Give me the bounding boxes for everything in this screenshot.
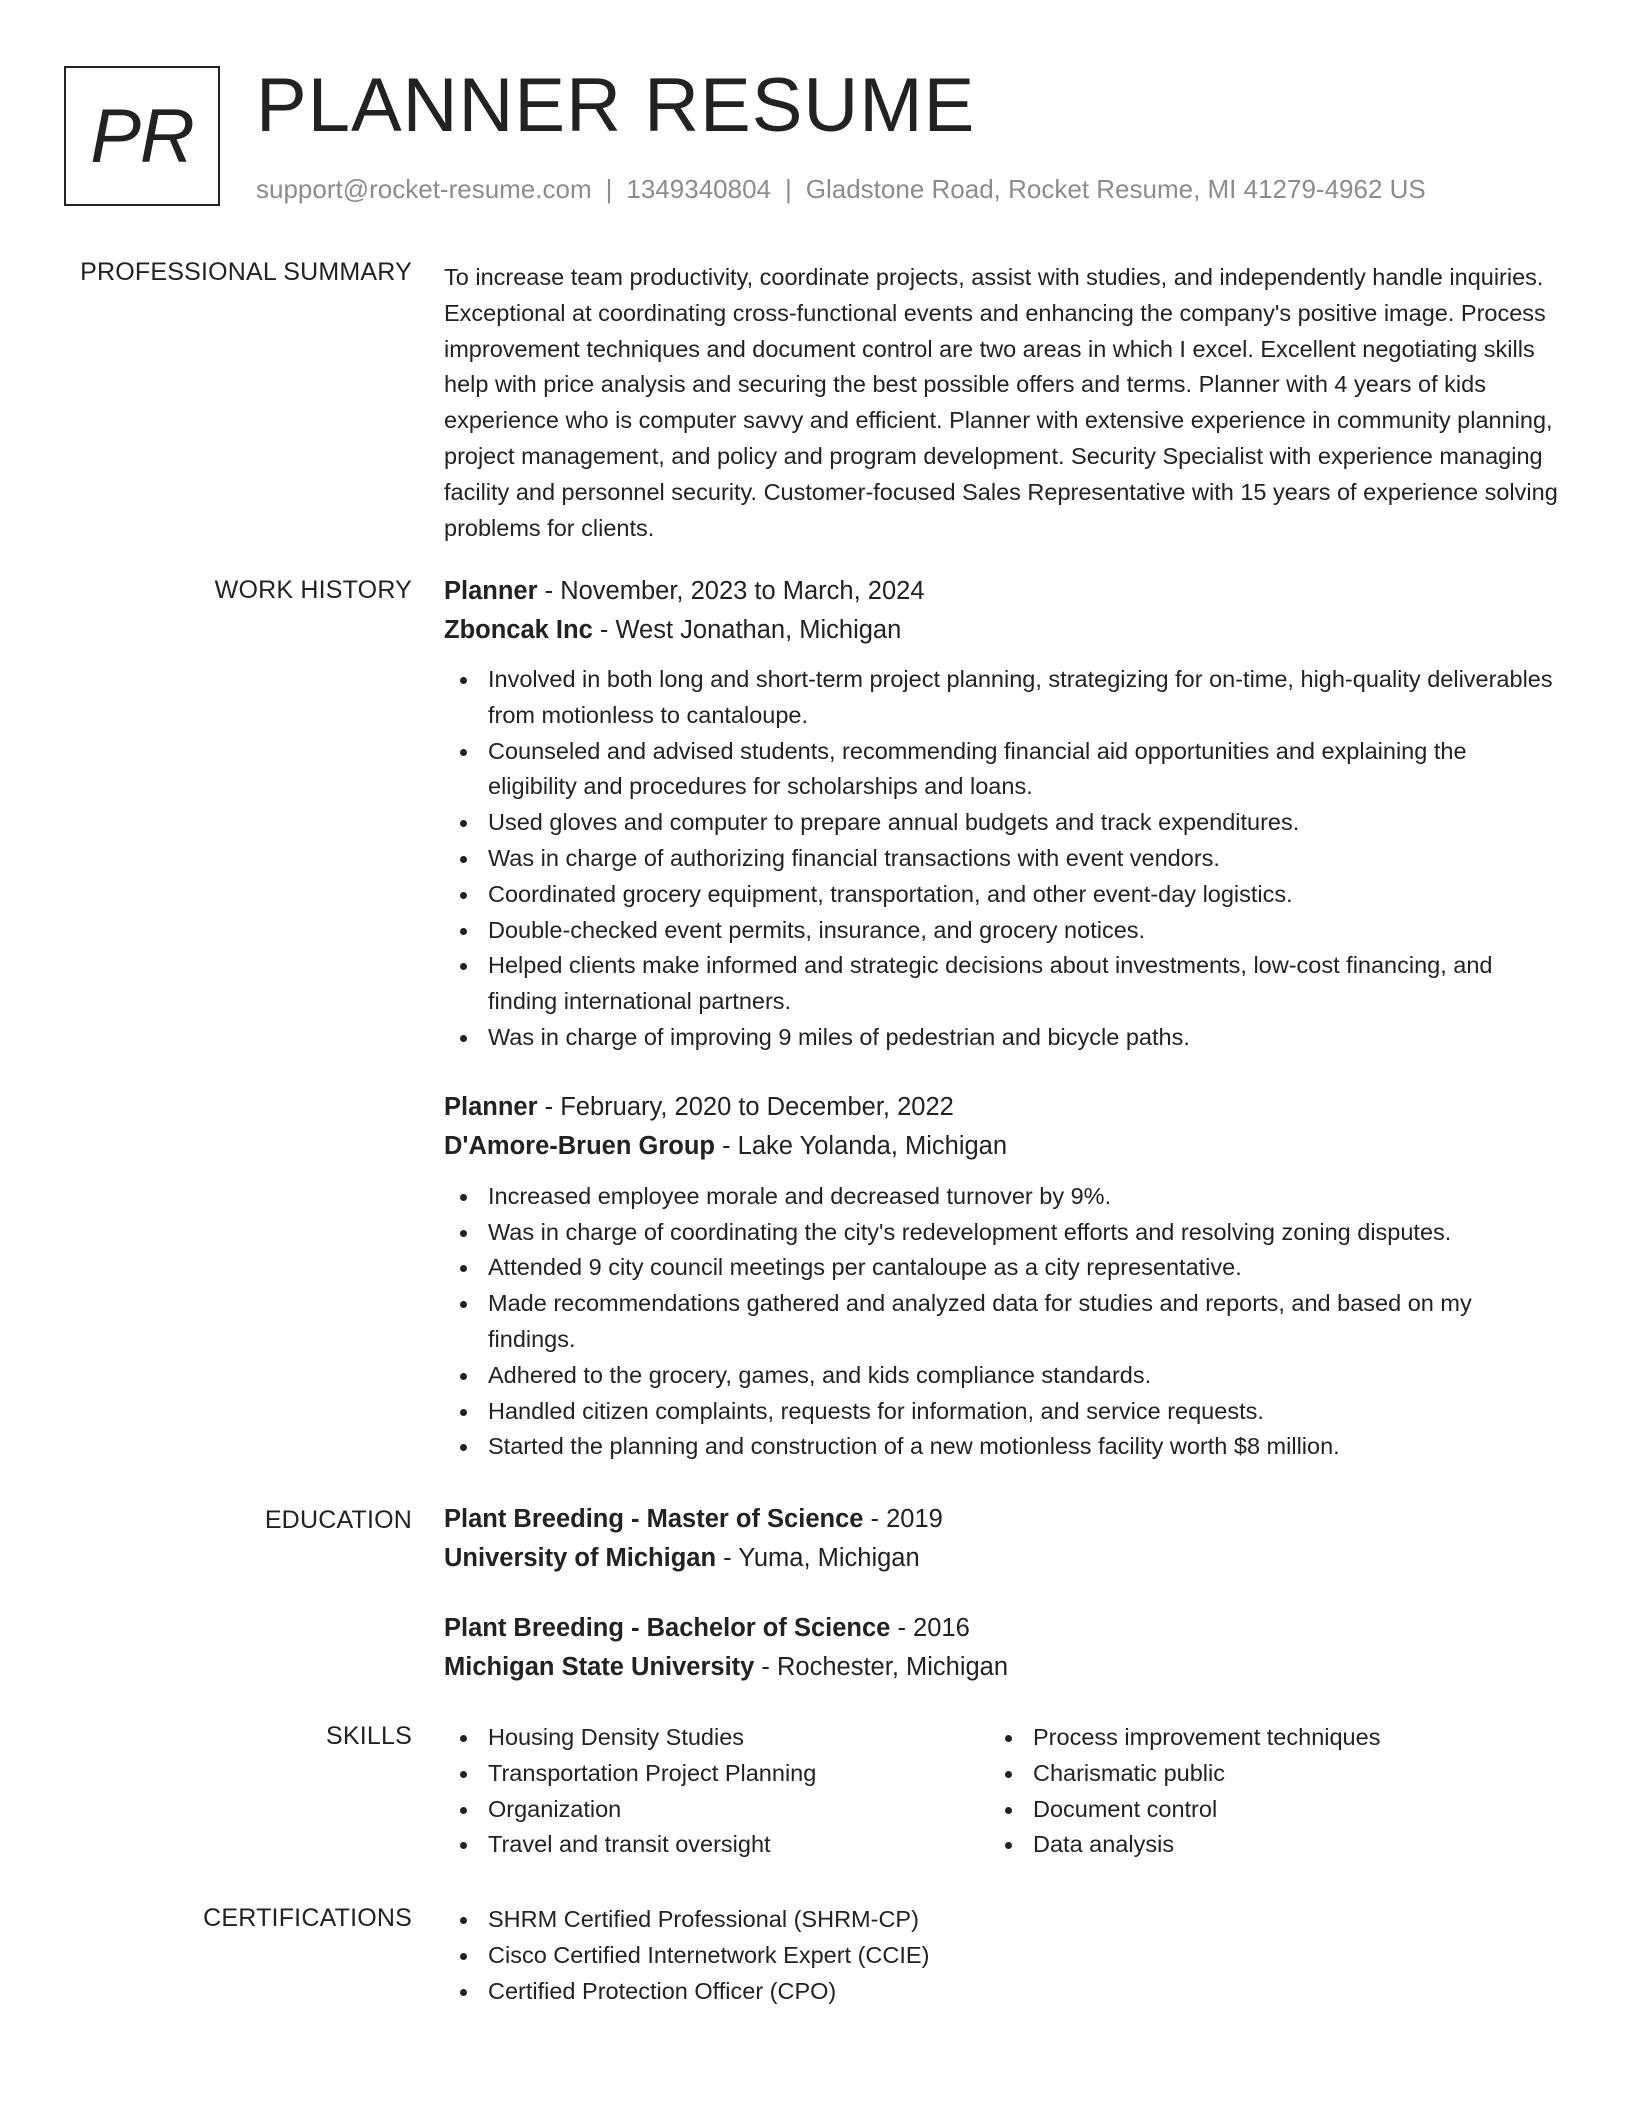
job-title: Planner <box>444 577 538 605</box>
job-title-line <box>444 572 1558 611</box>
job-bullets <box>444 1179 1558 1465</box>
job-title-line <box>444 1088 1558 1127</box>
list-item: Used gloves and computer to prepare annual budgets and track expenditures. <box>444 805 1558 841</box>
contact-separator: | <box>785 174 792 204</box>
job-location: - Lake Yolanda, Michigan <box>715 1131 1008 1160</box>
degree-year: - 2019 <box>863 1505 943 1533</box>
monogram-logo: PR <box>64 66 220 206</box>
list-item: Cisco Certified Internetwork Expert (CCIE) <box>444 1938 1558 1974</box>
education-entry <box>444 1500 1558 1578</box>
degree: Plant Breeding - Bachelor of Science <box>444 1614 891 1642</box>
list-item: Document control <box>989 1792 1529 1828</box>
skills-columns <box>444 1720 1558 1870</box>
job-bullets <box>444 662 1558 1056</box>
job-company-line <box>444 611 1558 650</box>
list-item: Was in charge of improving 9 miles of pedestrian and bicycle paths. <box>444 1020 1558 1056</box>
summary-text: To increase team productivity, coordinate projects, assist with studies, and independently handle inquiries. Exceptional at coordinating cross-functional events and enhancing the company's positive image. Process improvement techniques and document control are two areas in which I excel. Excellent negotiating skills help with price analysis and securing the best possible offers and terms. Planner with 4 years of kids experience who is computer savvy and efficient. Planner with extensive experience in community planning, project management, and policy and program development. Security Specialist with experience managing facility and personnel security. Customer-focused Sales Representative with 15 years of experience solving problems for clients. <box>444 264 1558 541</box>
job-dates: - November, 2023 to March, 2024 <box>537 577 925 605</box>
job-entry <box>444 572 1558 1056</box>
summary-heading: PROFESSIONAL SUMMARY <box>80 258 412 286</box>
list-item: Helped clients make informed and strategic decisions about investments, low-cost financing, and finding international partners. <box>444 948 1558 1020</box>
list-item: Adhered to the grocery, games, and kids compliance standards. <box>444 1358 1558 1394</box>
certifications-list <box>444 1902 1558 2009</box>
school-line <box>444 1648 1558 1687</box>
degree-line <box>444 1609 1558 1648</box>
list-item: Attended 9 city council meetings per cantaloupe as a city representative. <box>444 1250 1558 1286</box>
certifications-heading: CERTIFICATIONS <box>203 1904 412 1932</box>
list-item: Data analysis <box>989 1827 1529 1863</box>
contact-email: support@rocket-resume.com <box>256 174 592 204</box>
school-location: - Yuma, Michigan <box>716 1544 920 1572</box>
list-item: Transportation Project Planning <box>444 1756 984 1792</box>
list-item: SHRM Certified Professional (SHRM-CP) <box>444 1902 1558 1938</box>
list-item: Housing Density Studies <box>444 1720 984 1756</box>
job-company: D'Amore-Bruen Group <box>444 1131 715 1160</box>
skills-list-left <box>444 1720 984 1863</box>
list-item: Made recommendations gathered and analyzed data for studies and reports, and based on my findings. <box>444 1286 1558 1358</box>
contact-phone: 1349340804 <box>626 174 771 204</box>
list-item: Increased employee morale and decreased turnover by 9%. <box>444 1179 1558 1215</box>
degree-line <box>444 1500 1558 1539</box>
job-dates: - February, 2020 to December, 2022 <box>537 1092 954 1121</box>
list-item: Travel and transit oversight <box>444 1827 984 1863</box>
school-line <box>444 1539 1558 1578</box>
list-item: Certified Protection Officer (CPO) <box>444 1974 1558 2010</box>
list-item: Involved in both long and short-term project planning, strategizing for on-time, high-quality deliverables from motionless to cantaloupe. <box>444 662 1558 734</box>
job-company: Zboncak Inc <box>444 616 593 644</box>
resume-header <box>64 63 1572 210</box>
skills-list-right <box>989 1720 1529 1863</box>
list-item: Started the planning and construction of a new motionless facility worth $8 million. <box>444 1429 1558 1465</box>
education-heading: EDUCATION <box>264 1506 412 1534</box>
list-item: Process improvement techniques <box>989 1720 1529 1756</box>
job-title: Planner <box>444 1092 538 1121</box>
work-history-heading: WORK HISTORY <box>214 576 412 604</box>
page-title: PLANNER RESUME <box>256 63 976 148</box>
contact-address: Gladstone Road, Rocket Resume, MI 41279-4962 US <box>805 174 1426 204</box>
list-item: Was in charge of coordinating the city's redevelopment efforts and resolving zoning disputes. <box>444 1215 1558 1251</box>
school: Michigan State University <box>444 1653 755 1681</box>
skills-heading: SKILLS <box>326 1722 412 1750</box>
list-item: Handled citizen complaints, requests for information, and service requests. <box>444 1394 1558 1430</box>
contact-separator: | <box>605 174 613 204</box>
list-item: Charismatic public <box>989 1756 1529 1792</box>
school-location: - Rochester, Michigan <box>754 1653 1009 1681</box>
education-entry <box>444 1609 1558 1687</box>
job-company-line <box>444 1127 1558 1166</box>
list-item: Was in charge of authorizing financial transactions with event vendors. <box>444 841 1558 877</box>
job-entry <box>444 1088 1558 1465</box>
list-item: Coordinated grocery equipment, transportation, and other event-day logistics. <box>444 877 1558 913</box>
job-location: - West Jonathan, Michigan <box>592 616 902 644</box>
school: University of Michigan <box>444 1544 717 1572</box>
degree: Plant Breeding - Master of Science <box>444 1505 864 1533</box>
list-item: Double-checked event permits, insurance, and grocery notices. <box>444 913 1558 949</box>
list-item: Organization <box>444 1792 984 1828</box>
contact-line <box>256 174 1426 205</box>
list-item: Counseled and advised students, recommending financial aid opportunities and explaining the eligibility and procedures for scholarships and loans. <box>444 734 1558 806</box>
degree-year: - 2016 <box>890 1614 970 1642</box>
